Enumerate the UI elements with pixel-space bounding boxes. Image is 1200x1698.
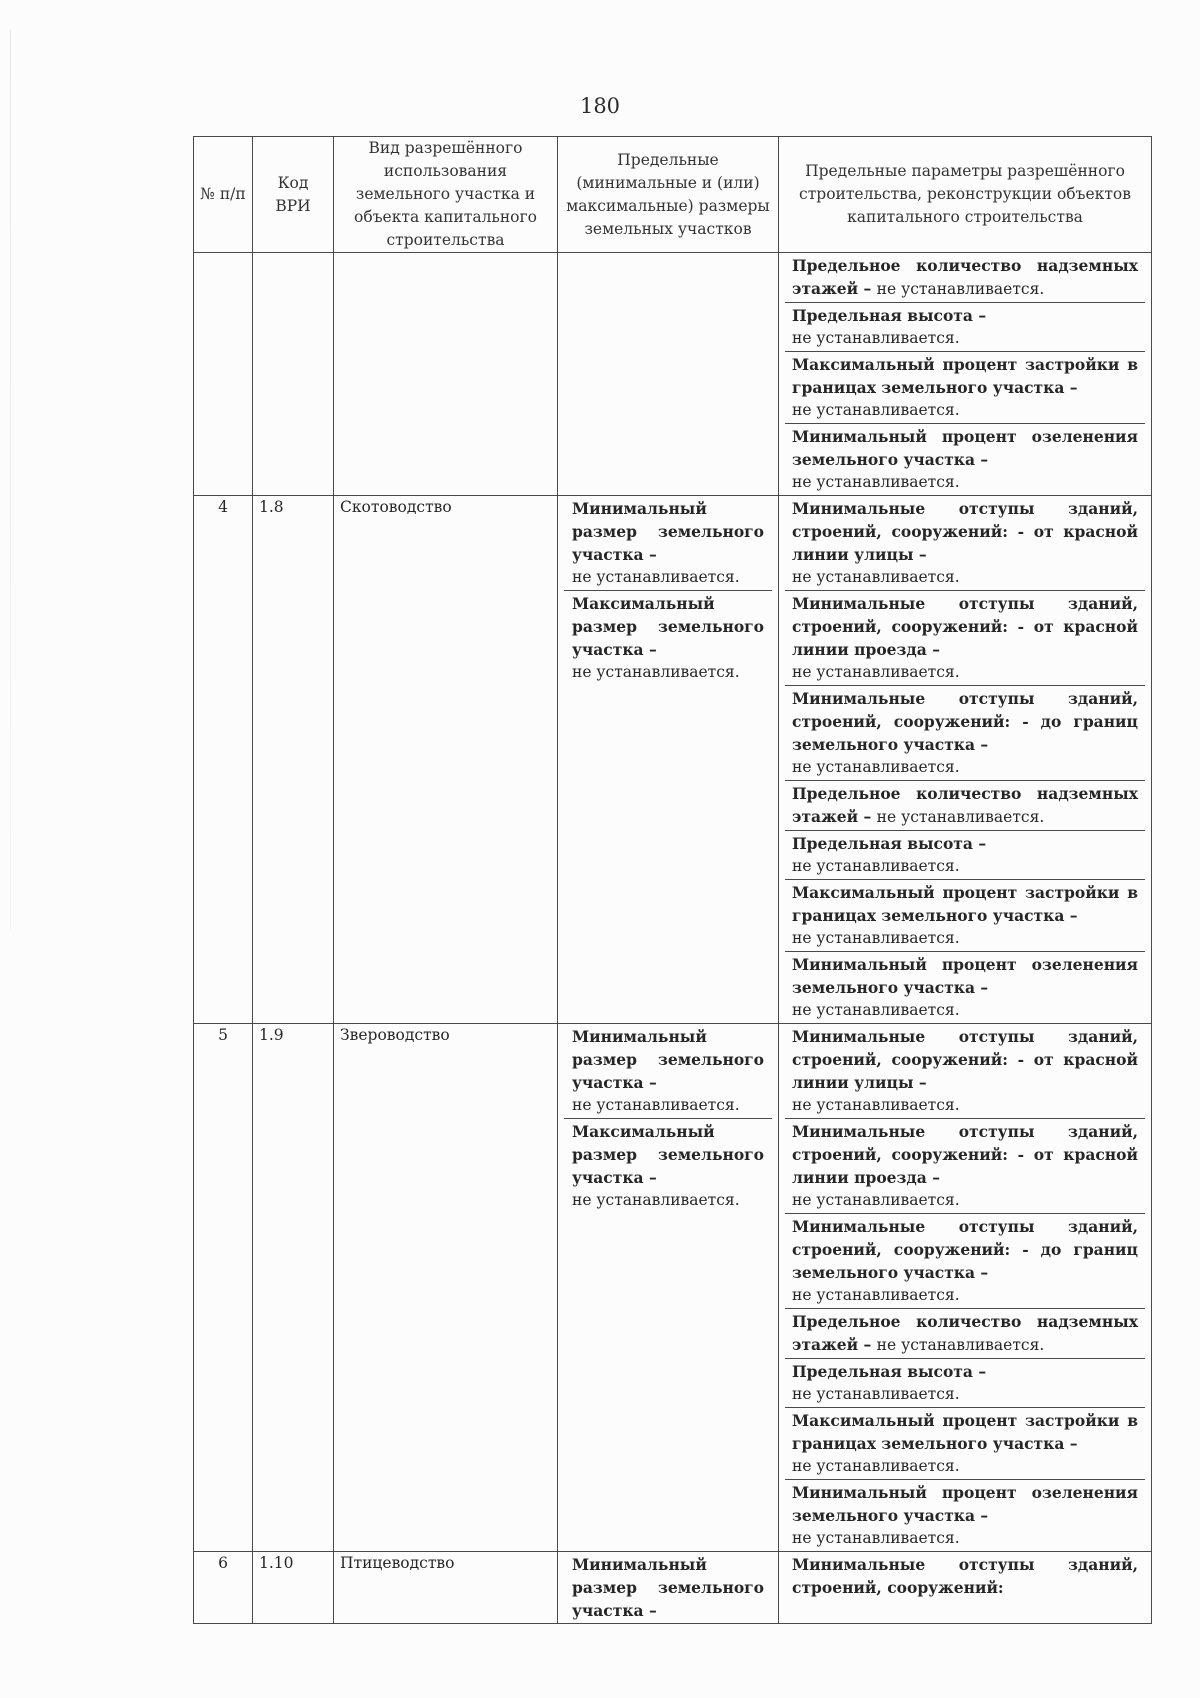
param-block <box>785 1358 1145 1407</box>
param-block <box>785 423 1145 495</box>
cell-limits <box>558 253 779 496</box>
cell-kind: Птицеводство <box>334 1552 558 1624</box>
header-code: Код ВРИ <box>253 137 334 253</box>
param-block <box>785 879 1145 951</box>
param-value: не устанавливается. <box>792 473 960 491</box>
param-value: не устанавливается. <box>792 401 960 419</box>
param-value: не устанавливается. <box>876 808 1045 826</box>
cell-limits <box>558 496 779 1024</box>
cell-code: 1.9 <box>253 1024 334 1552</box>
param-value: не устанавливается. <box>792 929 960 947</box>
param-title: Предельная высота – <box>792 1362 987 1381</box>
cell-kind: Скотоводство <box>334 496 558 1024</box>
table-row <box>194 1552 1152 1624</box>
page-number: 180 <box>579 94 621 118</box>
table-row <box>194 496 1152 1024</box>
cell-code: 1.10 <box>253 1552 334 1624</box>
param-value: не устанавливается. <box>792 568 960 586</box>
param-title: Максимальный размер земельного участка – <box>572 594 764 659</box>
cell-code <box>253 253 334 496</box>
param-block <box>785 253 1145 302</box>
param-block <box>785 1024 1145 1118</box>
param-value: не устанавливается. <box>792 329 960 347</box>
param-title: Максимальный размер земельного участка – <box>572 1122 764 1187</box>
param-title: Минимальный размер земельного участка – <box>572 1555 764 1620</box>
param-title: Максимальный процент застройки в границах земельного участка – <box>792 1411 1138 1453</box>
param-value: не устанавливается. <box>792 1529 960 1547</box>
param-block <box>785 685 1145 780</box>
limit-block <box>564 1024 772 1118</box>
param-value: не устанавливается. <box>792 1001 960 1019</box>
param-title: Минимальный размер земельного участка – <box>572 499 764 564</box>
param-value: не устанавливается. <box>792 857 960 875</box>
cell-num: 4 <box>194 496 253 1024</box>
cell-limits <box>558 1552 779 1624</box>
param-value: не устанавливается. <box>792 1385 960 1403</box>
param-title: Минимальные отступы зданий, строений, сооружений: <box>792 1555 1138 1597</box>
param-value: не устанавливается. <box>792 1286 960 1304</box>
param-title: Минимальные отступы зданий, строений, сооружений: - от красной линии улицы – <box>792 1027 1138 1092</box>
header-num: № п/п <box>194 137 253 253</box>
param-value: не устанавливается. <box>876 280 1045 298</box>
param-value: не устанавливается. <box>876 1336 1045 1354</box>
param-value: не устанавливается. <box>572 568 740 586</box>
param-title: Минимальные отступы зданий, строений, сооружений: - от красной линии проезда – <box>792 1122 1138 1187</box>
param-block <box>785 830 1145 879</box>
param-title: Минимальный процент озеленения земельного участка – <box>792 427 1138 469</box>
param-block <box>785 351 1145 423</box>
param-value: не устанавливается. <box>572 663 740 681</box>
param-title: Минимальные отступы зданий, строений, сооружений: - до границ земельного участка – <box>792 689 1138 754</box>
limit-block <box>564 496 772 590</box>
header-limits: Предельные (минимальные и (или) максимальные) размеры земельных участков <box>558 137 779 253</box>
table-row <box>194 1024 1152 1552</box>
param-title: Минимальные отступы зданий, строений, сооружений: - до границ земельного участка – <box>792 1217 1138 1282</box>
header-kind: Вид разрешённого использования земельного участка и объекта капитального строительства <box>334 137 558 253</box>
param-value: не устанавливается. <box>792 1457 960 1475</box>
cell-params <box>779 253 1152 496</box>
table-row <box>194 253 1152 496</box>
param-title: Предельная высота – <box>792 306 987 325</box>
param-title: Минимальный процент озеленения земельного участка – <box>792 955 1138 997</box>
param-title: Максимальный процент застройки в границах земельного участка – <box>792 355 1138 397</box>
param-value: не устанавливается. <box>792 1096 960 1114</box>
cell-code: 1.8 <box>253 496 334 1024</box>
param-title: Предельное количество надземных этажей – <box>792 1312 1138 1354</box>
cell-kind <box>334 253 558 496</box>
cell-num <box>194 253 253 496</box>
param-block <box>785 1308 1145 1358</box>
param-block <box>785 780 1145 830</box>
param-block <box>785 590 1145 685</box>
param-block <box>785 1118 1145 1213</box>
scan-edge <box>10 30 11 930</box>
param-block <box>785 1552 1145 1600</box>
param-block <box>785 302 1145 351</box>
param-title: Предельная высота – <box>792 834 987 853</box>
param-title: Минимальные отступы зданий, строений, сооружений: - от красной линии проезда – <box>792 594 1138 659</box>
limit-block <box>564 590 772 685</box>
regulations-table <box>193 136 1152 1624</box>
param-title: Предельное количество надземных этажей – <box>792 256 1138 298</box>
param-title: Минимальный процент озеленения земельного участка – <box>792 1483 1138 1525</box>
param-title: Предельное количество надземных этажей – <box>792 784 1138 826</box>
param-block <box>785 1479 1145 1551</box>
param-value: не устанавливается. <box>792 758 960 776</box>
param-title: Максимальный процент застройки в границах земельного участка – <box>792 883 1138 925</box>
limit-block <box>564 1118 772 1213</box>
table-body <box>194 253 1152 1624</box>
param-block <box>785 1213 1145 1308</box>
param-block <box>785 1407 1145 1479</box>
cell-num: 6 <box>194 1552 253 1624</box>
param-value: не устанавливается. <box>572 1096 740 1114</box>
table-header-row <box>194 137 1152 253</box>
param-block <box>785 496 1145 590</box>
cell-kind: Звероводство <box>334 1024 558 1552</box>
cell-params <box>779 496 1152 1024</box>
limit-block <box>564 1552 772 1623</box>
param-title: Минимальный размер земельного участка – <box>572 1027 764 1092</box>
cell-params <box>779 1552 1152 1624</box>
param-value: не устанавливается. <box>792 1191 960 1209</box>
header-params: Предельные параметры разрешённого строительства, реконструкции объектов капитального строительства <box>779 137 1152 253</box>
cell-limits <box>558 1024 779 1552</box>
cell-params <box>779 1024 1152 1552</box>
param-title: Минимальные отступы зданий, строений, сооружений: - от красной линии улицы – <box>792 499 1138 564</box>
param-value: не устанавливается. <box>792 663 960 681</box>
param-block <box>785 951 1145 1023</box>
param-value: не устанавливается. <box>572 1191 740 1209</box>
cell-num: 5 <box>194 1024 253 1552</box>
